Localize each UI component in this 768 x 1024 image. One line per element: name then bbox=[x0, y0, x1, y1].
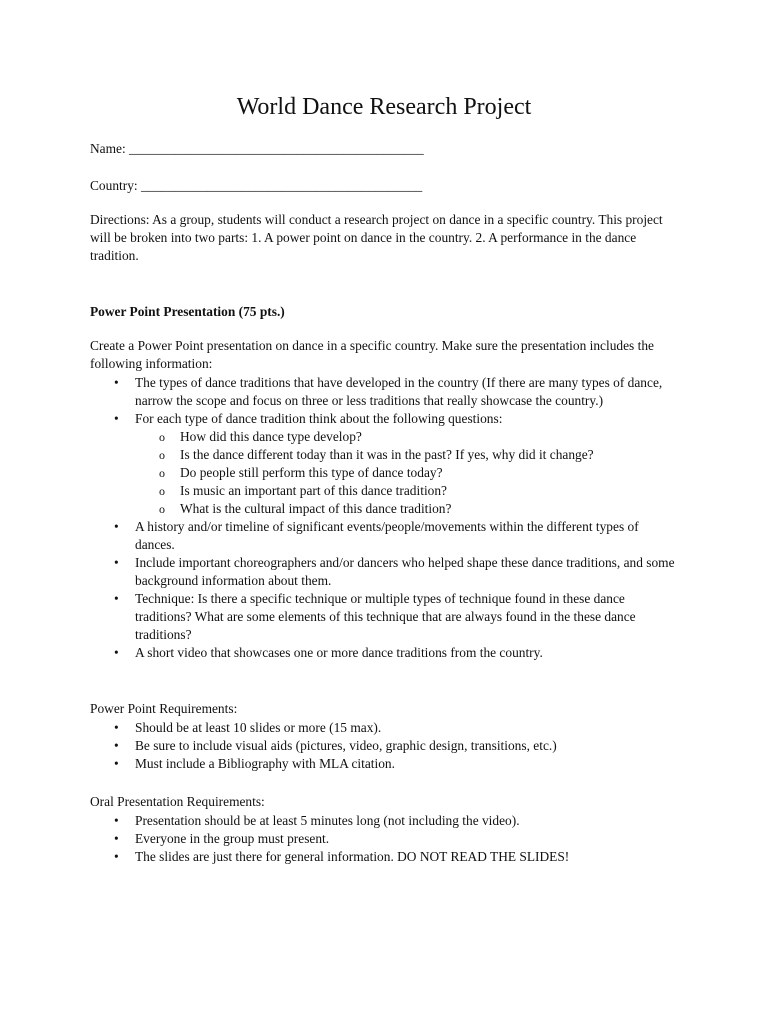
name-field-line: Name: ____________________________________________ bbox=[90, 141, 424, 156]
list-item-text: The types of dance traditions that have developed in the country (If there are many types of dance, narrow the scope and focus on three or less traditions that really showcase the country.) bbox=[135, 375, 663, 408]
powerpoint-items bbox=[90, 374, 680, 662]
bullet-icon: • bbox=[114, 645, 119, 660]
list-item-text: Technique: Is there a specific technique or multiple types of technique found in these dance traditions? What are some elements of this technique that are always found in the these dance traditions? bbox=[135, 591, 636, 642]
bullet-icon: • bbox=[114, 519, 119, 534]
bullet-icon: • bbox=[114, 849, 119, 864]
circle-bullet-icon: o bbox=[159, 448, 165, 462]
circle-bullet-icon: o bbox=[159, 502, 165, 516]
question-text: How did this dance type develop? bbox=[180, 429, 362, 444]
bullet-icon: • bbox=[114, 813, 119, 828]
list-item-text: Include important choreographers and/or dancers who helped shape these dance traditions, and some background information about them. bbox=[135, 555, 675, 588]
list-item-text: Be sure to include visual aids (pictures, video, graphic design, transitions, etc.) bbox=[135, 738, 557, 753]
list-item-text: Should be at least 10 slides or more (15 max). bbox=[135, 720, 382, 735]
oral-requirements-list bbox=[90, 812, 680, 866]
document-title: World Dance Research Project bbox=[236, 94, 532, 120]
circle-bullet-icon: o bbox=[159, 466, 165, 480]
country-field-line: Country: __________________________________________ bbox=[90, 178, 423, 193]
question-item bbox=[135, 464, 680, 482]
requirements-list bbox=[90, 719, 680, 773]
list-item bbox=[90, 518, 680, 554]
requirements-list-block bbox=[90, 719, 680, 773]
question-item bbox=[135, 446, 680, 464]
list-item-text: Must include a Bibliography with MLA citation. bbox=[135, 756, 395, 771]
list-item-text: A short video that showcases one or more dance traditions from the country. bbox=[135, 645, 543, 660]
list-item-text: For each type of dance tradition think about the following questions: bbox=[135, 411, 503, 426]
question-text: What is the cultural impact of this dance tradition? bbox=[180, 501, 452, 516]
list-item-text: Presentation should be at least 5 minutes long (not including the video). bbox=[135, 813, 520, 828]
question-list bbox=[135, 428, 680, 518]
bullet-icon: • bbox=[114, 756, 119, 771]
powerpoint-heading: Power Point Presentation (75 pts.) bbox=[90, 304, 285, 319]
question-item bbox=[135, 482, 680, 500]
powerpoint-intro: Create a Power Point presentation on dance in a specific country. Make sure the presentation includes the following information: bbox=[90, 338, 654, 371]
oral-requirements-block bbox=[90, 812, 680, 866]
list-item-text: A history and/or timeline of significant events/people/movements within the different types of dances. bbox=[135, 519, 639, 552]
circle-bullet-icon: o bbox=[159, 484, 165, 498]
bullet-icon: • bbox=[114, 411, 119, 426]
bullet-icon: • bbox=[114, 720, 119, 735]
question-text: Do people still perform this type of dance today? bbox=[180, 465, 443, 480]
bullet-icon: • bbox=[114, 555, 119, 570]
list-item bbox=[90, 374, 680, 410]
question-text: Is the dance different today than it was in the past? If yes, why did it change? bbox=[180, 447, 594, 462]
list-item-text: The slides are just there for general information. DO NOT READ THE SLIDES! bbox=[135, 849, 570, 864]
oral-requirements-heading: Oral Presentation Requirements: bbox=[90, 794, 265, 809]
list-item bbox=[90, 554, 680, 590]
list-item bbox=[90, 848, 680, 866]
question-item bbox=[135, 500, 680, 518]
list-item-text: Everyone in the group must present. bbox=[135, 831, 330, 846]
bullet-icon: • bbox=[114, 831, 119, 846]
list-item bbox=[90, 830, 680, 848]
requirements-heading: Power Point Requirements: bbox=[90, 701, 238, 716]
directions-paragraph: Directions: As a group, students will conduct a research project on dance in a specific country. This project will be broken into two parts: 1. A power point on dance in the country. 2. A performance in the dance tradition. bbox=[90, 212, 663, 263]
list-item bbox=[90, 737, 680, 755]
list-item bbox=[90, 590, 680, 644]
bullet-icon: • bbox=[114, 591, 119, 606]
list-item bbox=[90, 719, 680, 737]
list-item bbox=[90, 755, 680, 773]
powerpoint-content-list bbox=[90, 374, 680, 662]
list-item bbox=[90, 410, 680, 518]
question-text: Is music an important part of this dance tradition? bbox=[180, 483, 447, 498]
list-item bbox=[90, 812, 680, 830]
question-item bbox=[135, 428, 680, 446]
bullet-icon: • bbox=[114, 375, 119, 390]
list-item bbox=[90, 644, 680, 662]
circle-bullet-icon: o bbox=[159, 430, 165, 444]
bullet-icon: • bbox=[114, 738, 119, 753]
